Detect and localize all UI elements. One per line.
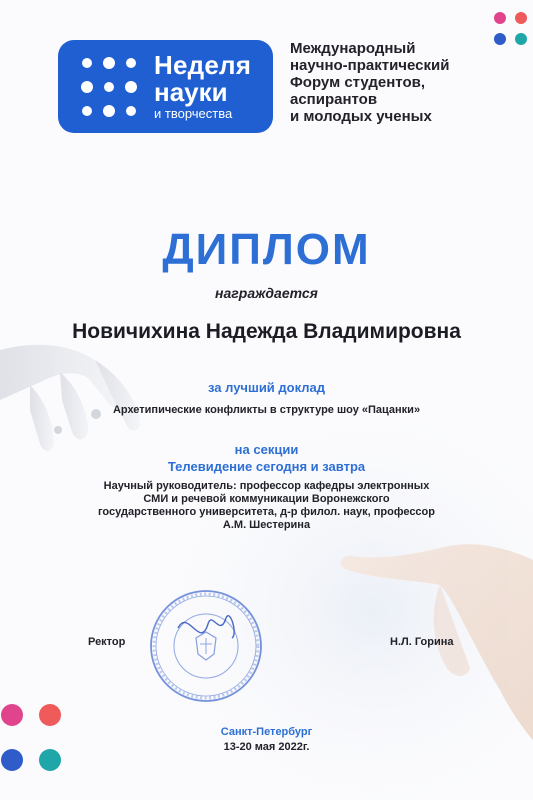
report-title: Архетипические конфликты в структуре шоу «Пацанки» [112, 404, 421, 416]
section-name: Телевидение сегодня и завтра [167, 459, 366, 474]
supervisor-line: государственного университета, д-р филол. наук, профессор [98, 506, 435, 518]
logo-line-3: и творчества [154, 106, 233, 121]
signer-name: Н.Л. Горина [390, 636, 454, 648]
nedelya-nauki-logo [58, 40, 273, 133]
supervisor-line: СМИ и речевой коммуникации Воронежского [143, 493, 390, 505]
supervisor-line: Научный руководитель: профессор кафедры электронных [103, 480, 430, 492]
supervisor-line: А.М. Шестерина [222, 519, 311, 531]
forum-line: Форум студентов, [290, 74, 425, 91]
rector-label: Ректор [88, 636, 126, 648]
event-city: Санкт-Петербург [220, 726, 313, 738]
recipient-name: Новичихина Надежда Владимировна [72, 320, 461, 343]
logo-dots-grid-icon [78, 54, 140, 120]
decorative-dots-top-right [490, 6, 532, 51]
logo-line-1: Неделя [154, 50, 252, 80]
signature-mark [178, 616, 234, 638]
section-label: на секции [234, 442, 299, 457]
forum-line: и молодых ученых [290, 108, 432, 125]
forum-line: научно-практический [290, 57, 450, 74]
forum-heading [290, 40, 490, 125]
awarded-label: награждается [215, 285, 318, 301]
forum-line: Международный [290, 40, 416, 57]
supervisor-block [90, 480, 443, 532]
decorative-dots-bottom-left [0, 700, 75, 780]
diploma-title: ДИПЛОМ [162, 225, 371, 274]
logo-line-2: науки [154, 77, 228, 107]
forum-line: аспирантов [290, 91, 378, 108]
event-dates: 13-20 мая 2022г. [223, 741, 310, 753]
for-best-report-label: за лучший доклад [207, 380, 326, 395]
official-stamp-seal [148, 588, 264, 704]
